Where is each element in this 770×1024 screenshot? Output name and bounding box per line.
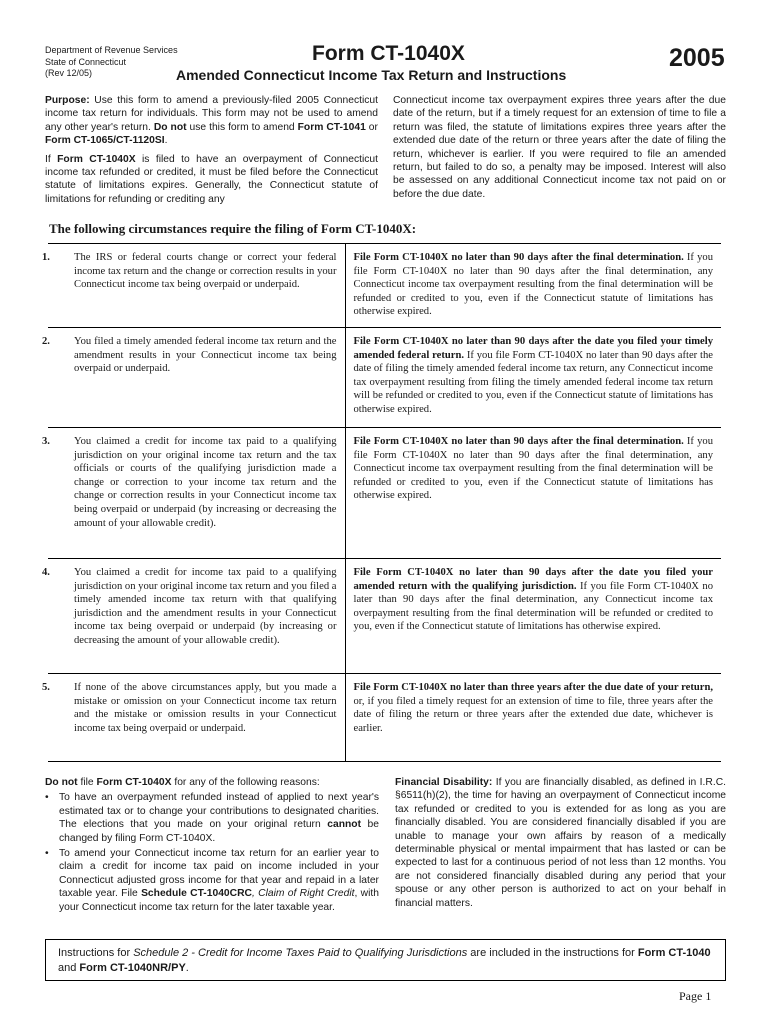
circumstance-cell: 1. The IRS or federal courts change or correct your federal income tax return and the change or correction results in your Connecticut income tax being overpaid or underpaid. — [48, 244, 345, 328]
row-number: 3. — [42, 436, 50, 447]
form-title: Form CT-1040X — [312, 42, 465, 65]
table-row — [48, 428, 721, 559]
financial-disability-label: Financial Disability: — [395, 777, 493, 788]
row-number: 1. — [42, 252, 50, 263]
circumstance-cell: 3. You claimed a credit for income tax paid to a qualifying jurisdiction on your original income tax return and the tax officials or courts of the qualifying jurisdiction made a change or correction to your income tax return and the change or correction results in your Connecticut income tax being overpaid or underpaid (by increasing or decreasing the amount of your allowable credit). — [48, 428, 345, 559]
state-name: State of Connecticut — [45, 56, 127, 67]
financial-disability-section: Financial Disability: If you are financially disabled, as defined in I.R.C. §6511(h)(2), the time for having an overpayment of Connecticut income tax refunded or credited to you is extended for as long as you are financially disabled. You are considered financially disabled if you are unable to manage your own affairs by reason of a medically determinable physical or mental impairment that has lasted or can be expected to last for a continuous period of not less than 12 months. You are not considered financially disabled during any period that your spouse or any other person is authorized to act on your behalf in financial matters. — [395, 777, 726, 909]
table-row — [48, 559, 721, 674]
circumstances-heading: The following circumstances require the filing of Form CT-1040X: — [49, 221, 417, 236]
circumstances-table — [42, 243, 721, 762]
circumstance-cell: 4. You claimed a credit for income tax paid to a qualifying jurisdiction on your original income tax return and you filed a timely amended income tax return with that qualifying jurisdiction and the amendment results in your Connecticut income tax being overpaid or underpaid (by increasing or decreasing the amount of your allowable credit). — [48, 559, 345, 674]
reasons-list — [45, 791, 379, 914]
list-item: • To have an overpayment refunded instead of applied to next year's estimated tax or to change your contributions to designated charities. The elections that you made on your original return cannot be changed by filing Form CT-1040X. — [45, 791, 379, 845]
filing-rule-cell: File Form CT-1040X no later than 90 days after the final determination. If you file Form CT-1040X no later than 90 days after the final determination, any Connecticut income tax overpayment resulting from the final determination will be refunded or credited to you, even if the Connecticut statute of limitations has otherwise expired. — [345, 244, 721, 328]
purpose-column — [45, 94, 378, 211]
row-number: 4. — [42, 567, 50, 578]
statute-column — [393, 94, 726, 206]
purpose-paragraph: Purpose: Use this form to amend a previously-filed 2005 Connecticut income tax return for individuals. This form may not be used to amend any other year's return. Do not use this form to amend Form CT-1041 or Form CT-1065/CT-1120SI. — [45, 95, 378, 147]
form-subtitle: Amended Connecticut Income Tax Return and Instructions — [176, 67, 567, 83]
statute-paragraph: Connecticut income tax overpayment expires three years after the due date of the return, but if a timely request for an extension of time to file a return was filed, the statute of limitations expires three years after the extended due date of the return or three years after the date of filing the return, whichever is earlier. If you were required to file an amended return, but failed to do so, a penalty may be imposed. Interest will also be assessed on any additional Connecticut income tax not paid on or before the due date. — [393, 95, 726, 200]
circumstance-cell: 5. If none of the above circumstances apply, but you made a mistake or omission on your Connecticut income tax return and the mistake or omission results in your Connecticut income tax being overpaid or underpaid. — [48, 674, 345, 762]
row-number: 5. — [42, 682, 50, 693]
department-block — [45, 45, 178, 80]
schedule-2-instructions-box: Instructions for Schedule 2 - Credit for Income Taxes Paid to Qualifying Jurisdictions are included in the instructions for Form CT-1040 and Form CT-1040NR/PY. — [45, 939, 726, 981]
filing-rule-cell: File Form CT-1040X no later than 90 days after the date you filed your amended return with the qualifying jurisdiction. If you file Form CT-1040X no later than 90 days after the final determination, any Connecticut income tax overpayment resulting from the final determination will be refunded or credited to you, even if the Connecticut statute of limitations has otherwise expired. — [345, 559, 721, 674]
list-item: • To amend your Connecticut income tax return for an earlier year to claim a credit for income tax paid on income included in your Connecticut adjusted gross income for that year and repaid in a later taxable year. File Schedule CT-1040CRC, Claim of Right Credit, with your Connecticut income tax return for the later taxable year. — [45, 847, 379, 914]
page-number: Page 1 — [679, 989, 712, 1003]
overpayment-paragraph: If Form CT-1040X is filed to have an overpayment of Connecticut income tax refunded or credited, it must be filed before the Connecticut statute of limitations expires. Generally, the Connecticut statute of limitations for refunding or crediting any — [45, 153, 378, 205]
filing-rule-cell: File Form CT-1040X no later than 90 days after the date you filed your timely amended federal return. If you file Form CT-1040X no later than 90 days after the date of filing the timely amended federal income tax return, any Connecticut income tax overpayment resulting from filing the timely amended federal income tax return will be refunded or credited to you, even if the Connecticut statute of limitations has otherwise expired. — [345, 328, 721, 428]
revision-date: (Rev 12/05) — [45, 68, 93, 78]
do-not-file-section — [45, 776, 379, 914]
tax-year: 2005 — [669, 44, 725, 72]
table-row — [48, 674, 721, 762]
table-row — [48, 244, 721, 328]
row-number: 2. — [42, 336, 50, 347]
table-row — [48, 328, 721, 428]
do-not-file-lead: Do not file Form CT-1040X for any of the following reasons: — [45, 777, 320, 788]
filing-rule-cell: File Form CT-1040X no later than 90 days after the final determination. If you file Form CT-1040X no later than 90 days after the final determination, any Connecticut income tax overpayment resulting from the final determination will be refunded or credited to you, even if the Connecticut statute of limitations has otherwise expired. — [345, 428, 721, 559]
filing-rule-cell: File Form CT-1040X no later than three years after the due date of your return, or, if you filed a timely request for an extension of time to file, three years after the date of filing the return or three years after the extended due date, whichever is earlier. — [345, 674, 721, 762]
department-name: Department of Revenue Services — [45, 45, 178, 55]
circumstance-cell: 2. You filed a timely amended federal income tax return and the amendment results in your Connecticut income tax being overpaid or underpaid. — [48, 328, 345, 428]
purpose-label: Purpose: — [45, 95, 90, 106]
